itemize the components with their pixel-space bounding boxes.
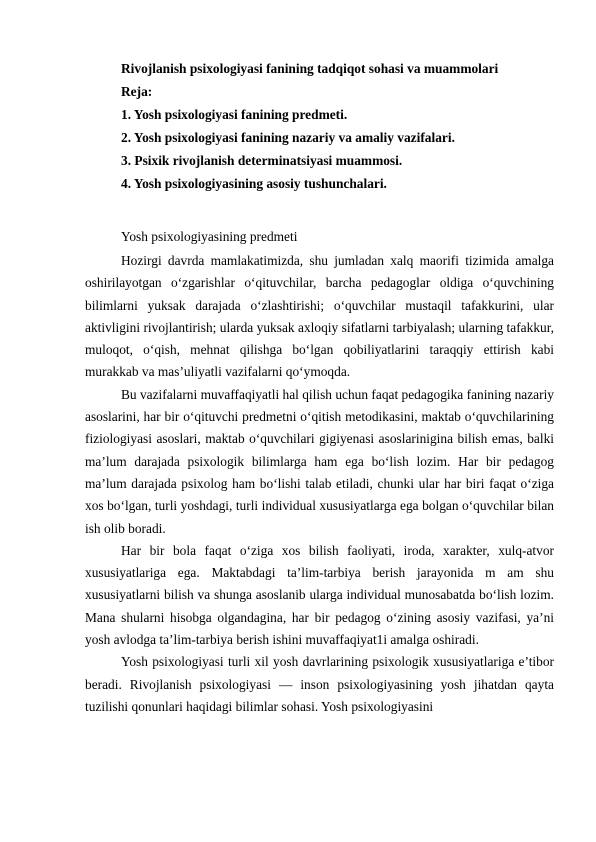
- plan-item: 4. Yosh psixologiyasining asosiy tushunchalari.: [121, 176, 387, 191]
- paragraph: Har bir bola faqat o‘ziga xos bilish faoliyati, iroda, xarakter, xulq-atvor xususiyatlariga ega. Maktabdagi ta’lim-tarbiya berish jarayonida m am shu xususiyatlarni bilish va shunga asoslanib ularga individual munosabatda bo‘lish lozim. Mana shularni hisobga olgandagina, har bir pedagog o‘zining asosiy vazifasi, ya’ni yosh avlodga ta’lim-tarbiya berish ishini muvaffaqiyat1i amalga oshiradi.: [85, 542, 554, 648]
- plan-item: 3. Psixik rivojlanish determinatsiyasi muammosi.: [121, 153, 403, 168]
- section-subtitle: Yosh psixologiyasining predmeti: [121, 229, 298, 244]
- document-title: Rivojlanish psixologiyasi fanining tadqiqot sohasi va muammolari: [121, 61, 499, 76]
- plan-item: 2. Yosh psixologiyasi fanining nazariy va amaliy vazifalari.: [121, 130, 455, 145]
- plan-item: 1. Yosh psixologiyasi fanining predmeti.: [121, 107, 348, 122]
- paragraph: Yosh psixologiyasi turli xil yosh davrlarining psixologik xususiyatlariga e’tibor beradi. Rivojlanish psixologiyasi — inson psixologiyasining yosh jihatdan qayta tuzilishi qonunlari haqidagi bilimlar sohasi. Yosh psixologiyasini: [85, 654, 554, 714]
- section-body: [85, 250, 554, 718]
- plan-label: Reja:: [121, 84, 153, 99]
- paragraph: Bu vazifalarni muvaffaqiyatli hal qilish uchun faqat pedagogika fanining nazariy asoslarini, har bir o‘qituvchi predmetni o‘qitish metodikasini, maktab o‘quvchilarining fiziologiyasi asoslari, maktab o‘quvchilari gigiyenasi asoslarinigina bilish emas, balki ma’lum darajada psixologik bilimlarga ham ega bo‘lish lozim. Har bir pedagog ma’lum darajada psixolog ham bo‘lishi talab etiladi, chunki ular har biri faqat o‘ziga xos bo‘lgan, turli yoshdagi, turli individual xususiyatlarga ega bolgan o‘quvchilar bilan ish olib boradi.: [85, 386, 554, 536]
- paragraph: Hozirgi davrda mamlakatimizda, shu jumladan xalq maorifi tizimida amalga oshirilayotgan o‘zgarishlar o‘qituvchilar, barcha pedagoglar oldiga o‘quvchining bilimlarni yuksak darajada o‘zlashtirishi; o‘quvchilar mustaqil tafakkurini, ular aktivligini rivojlantirish; ularda yuksak axloqiy sifatlarni tarbiyalash; ularning tafakkur, muloqot, o‘qish, mehnat qilishga bo‘lgan qobiliyatlarini taraqqiy ettirish kabi murakkab va mas’uliyatli vazifalarni qo‘ymoqda.: [85, 253, 554, 380]
